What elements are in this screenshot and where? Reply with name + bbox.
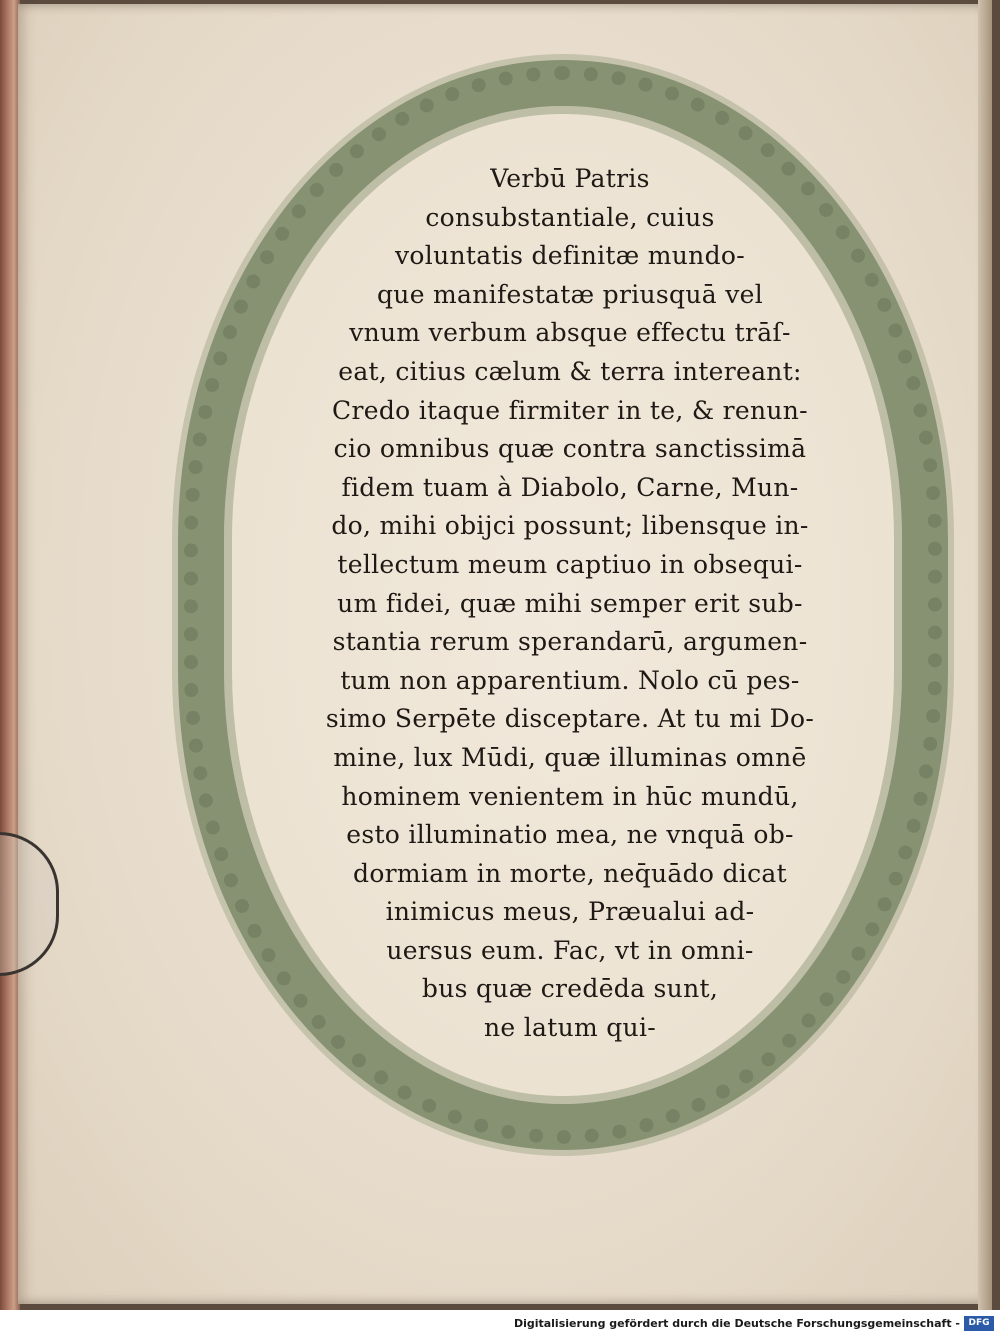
text-line: voluntatis definitæ mundo- [395,241,745,271]
text-line: tum non apparentium. Nolo cū pes- [340,665,800,695]
prayer-text [270,160,870,1048]
page-edge-right [978,0,992,1310]
text-line: fidem tuam à Diabolo, Carne, Mun- [341,472,799,502]
text-line: dormiam in morte, neq̄uādo dicat [353,858,787,888]
text-line: tellectum meum captiuo in obsequi- [337,549,803,579]
text-line: ne latum qui- [484,1013,656,1043]
text-line: simo Serpēte disceptare. At tu mi Do- [325,704,815,734]
text-line: inimicus meus, Præualui ad- [385,897,755,927]
text-line: uersus eum. Fac, vt in omni- [386,935,754,965]
text-line: um fidei, quæ mihi semper erit sub- [337,588,803,618]
text-line: bus quæ credēda sunt, [421,974,719,1004]
footer-bar [0,1310,1000,1338]
text-line: consubstantiale, cuius [425,202,715,232]
book-binding-edge [0,0,20,1310]
text-line: Verbū Patris [490,164,650,193]
text-line: eat, citius cælum & terra intereant: [338,356,802,386]
text-line: hominem venientem in hūc mundū, [341,781,799,811]
text-line: cio omnibus quæ contra sanctissimā [333,434,807,464]
funding-credit: Digitalisierung gefördert durch die Deutsche Forschungsgemeinschaft - [513,1317,960,1330]
text-line: mine, lux Mūdi, quæ illuminas omnē [333,742,807,772]
text-line: do, mihi obijci possunt; libensque in- [331,511,809,541]
text-line: stantia rerum sperandarū, argumen- [332,627,808,657]
text-line: esto illuminatio mea, ne vnquā ob- [346,820,794,850]
text-line: que manifestatæ priusquā vel [376,279,764,309]
dfg-logo-icon: DFG [964,1316,994,1331]
text-line: vnum verbum absque effectu trāſ- [349,318,791,348]
text-line: Credo itaque firmiter in te, & renun- [332,395,808,425]
